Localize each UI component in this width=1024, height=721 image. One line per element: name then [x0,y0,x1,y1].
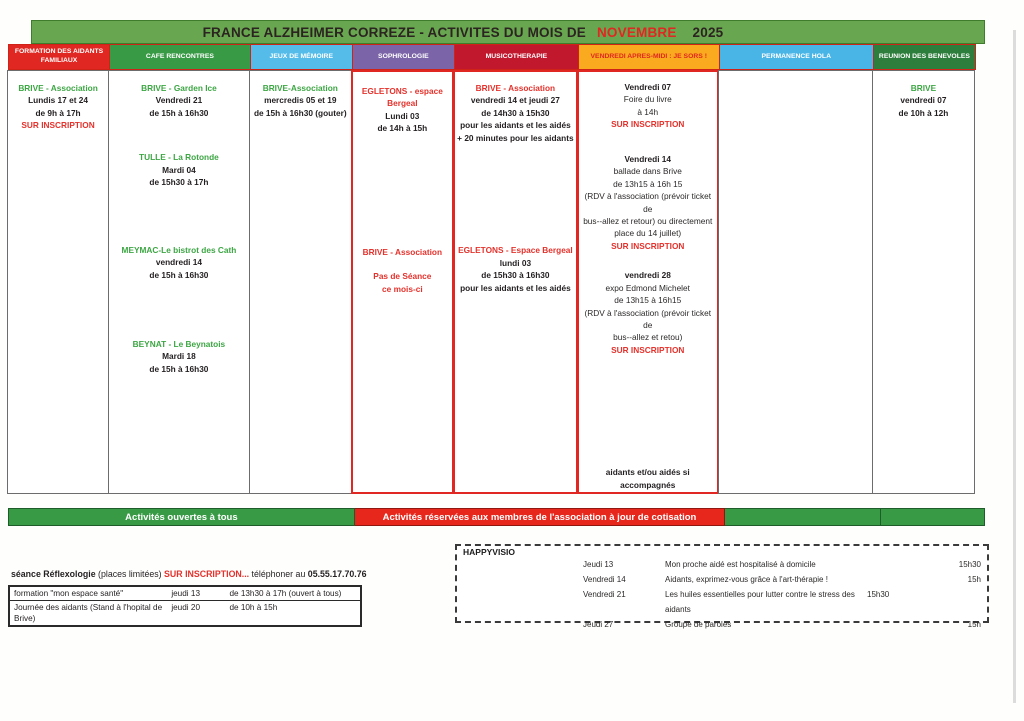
hv-day: Vendredi 21 [583,590,626,599]
column-header-cafe-rencontres: CAFE RENCONTRES [109,44,251,70]
column-body-musicotherapie [453,70,578,494]
activity-entry [457,82,574,144]
mini-day: jeudi 13 [171,589,200,598]
column-body-reunion-benevoles [872,70,975,494]
activity-entry [252,82,349,119]
entry-line: lundi 03 [499,257,532,268]
entry-line: de 10h à 12h [898,107,949,118]
entry-line: BEYNAT - Le Beynatois [132,338,226,349]
page-title [203,25,724,40]
entry-line: Mardi 18 [162,351,196,362]
column-header-je-sors: VENDREDI APRES-MIDI : JE SORS ! [578,44,720,70]
activity-entry [581,269,715,356]
hv-mid: 15h30 [867,590,890,599]
entry-line: de 13h15 à 16h15 [614,295,682,306]
hv-mid [867,557,939,572]
entry-line: de 13h15 à 16h 15 [613,178,683,189]
hv-spacer [463,617,583,632]
entry-line: expo Edmond Michelet [605,282,690,293]
entry-line: BRIVE [910,83,937,93]
entry-line: pour les aidants et les aidés [460,120,571,131]
entry-line: à 14h [637,106,659,117]
reflexo-phone-label: téléphoner au [249,569,308,579]
mini-label: formation "mon espace santé" [14,589,124,598]
legend-bar [8,508,985,526]
hv-right: 15h30 [958,560,981,569]
column-header-jeux-memoire: JEUX DE MÉMOIRE [250,44,353,70]
happyvisio-title: HAPPYVISIO [463,547,515,557]
entry-line: mercredis 05 et 19 [264,95,337,106]
entry-line: SUR INSCRIPTION [611,344,685,355]
column-header-reunion-benevoles: REUNION DES BENEVOLES [873,44,976,70]
entry-line: ballade dans Brive [613,166,682,177]
mini-label: Journée des aidants (Stand à l'hopital de Brive) [14,603,163,623]
legend-open-tail [725,508,985,526]
hv-mid [867,572,939,587]
title-year: 2025 [692,24,724,40]
entry-line: vendredi 07 [900,95,947,106]
mini-time: de 10h à 15h [229,603,278,612]
extra-event-row [10,587,360,600]
entry-line: Vendredi 21 [155,95,203,106]
hv-spacer [463,587,583,617]
column-body-je-sors [577,70,719,494]
extra-event-row [10,600,360,625]
entry-line: Lundi 03 [385,110,420,121]
entry-line: vendredi 14 [155,257,202,268]
entry-line: Lundis 17 et 24 [28,95,89,106]
legend-open-label: Activités ouvertes à tous [125,511,238,523]
column-header-sophrologie: SOPHROLOGIE [352,44,455,70]
entry-line: BRIVE - Garden Ice [141,83,217,93]
extra-events-table [8,585,362,627]
hv-mid [867,617,939,632]
entry-line: pour les aidants et les aidés [460,282,571,293]
happyvisio-rows [463,557,981,632]
hv-day: Jeudi 13 [583,560,614,569]
entry-line: EGLETONS - espace [361,86,443,96]
reflexo-phone-number: 05.55.17.70.76 [307,569,367,579]
entry-line: Foire du livre [623,94,672,105]
column-body-jeux-memoire [249,70,352,494]
hv-right [939,587,981,617]
entry-line: (RDV à l'association (prévoir ticket de [584,191,712,214]
column-header-musicotherapie: MUSICOTHERAPIE [454,44,579,70]
mini-day: jeudi 20 [171,603,200,612]
title-month: NOVEMBRE [596,24,677,40]
legend-divider [880,509,881,525]
entry-line: EGLETONS - Espace Bergeal [458,245,573,256]
entry-line: aidants et/ou aidés si accompagnés [605,467,690,490]
entry-line [355,258,450,270]
happyvisio-row [463,617,981,632]
entry-line: de 14h30 à 15h30 [481,107,550,118]
entry-line: de 15h à 16h30 [149,363,209,374]
entry-line: de 15h à 16h30 [149,269,209,280]
column-body-formation-aidants [7,70,109,494]
legend-open-activities [8,508,355,526]
title-prefix: FRANCE ALZHEIMER CORREZE - ACTIVITES DU MOIS DE [202,24,587,40]
entry-line: SUR INSCRIPTION [21,120,95,131]
entry-line: Vendredi 14 [624,153,672,164]
legend-reserved-label: Activités réservées aux membres de l'association à jour de cotisation [382,511,697,523]
column-headers-row [8,44,985,70]
hv-topic: Les huiles essentielles pour lutter contre le stress des aidants [665,590,855,614]
entry-line: BRIVE - Association [362,246,443,257]
column-header-formation-aidants: FORMATION DES AIDANTS FAMILIAUX [8,44,110,70]
hv-right: 15h [967,575,981,584]
activities-table [8,44,985,494]
column-body-cafe-rencontres [108,70,250,494]
hv-day: Jeudi 27 [583,620,614,629]
activity-entry [111,82,247,119]
hv-topic: Groupe de paroles [665,620,732,629]
reflexo-places: (places limitées) [95,569,165,579]
reflexo-inscription: SUR INSCRIPTION... [164,569,250,579]
column-body-sophrologie [351,70,454,494]
hv-spacer [463,572,583,587]
activity-entry [111,244,247,281]
activity-entry [875,82,972,119]
mini-time: de 13h30 à 17h (ouvert à tous) [229,589,342,598]
entry-line: SUR INSCRIPTION [611,119,685,130]
entry-line: de 15h30 à 16h30 [481,270,550,281]
hv-day: Vendredi 14 [583,575,626,584]
happyvisio-box [455,544,989,629]
happyvisio-row [463,557,981,572]
hv-right: 15h [967,620,981,629]
entry-line: MEYMAC-Le bistrot des Cath [121,244,237,255]
hv-spacer [463,557,583,572]
entry-line: SUR INSCRIPTION [611,240,685,251]
scan-page-edge [1013,30,1016,703]
activity-entry [457,244,574,294]
activity-entry [581,466,715,491]
activity-entry [111,338,247,375]
activity-entry [10,82,106,132]
hv-topic: Mon proche aidé est hospitalisé à domicile [665,560,816,569]
column-body-permanence-hola [718,70,873,494]
entry-line: bus--allez et retou) [613,332,683,343]
activity-entry [111,151,247,188]
entry-line: ce mois-ci [382,283,423,294]
entry-line: vendredi 14 et jeudi 27 [470,95,560,106]
entry-line: de 14h à 15h [377,123,428,134]
entry-line: bus--allez et retour) ou directement [583,215,713,226]
entry-line: Pas de Séance [373,271,432,282]
activity-entry [581,153,715,253]
entry-line: Vendredi 07 [624,82,672,92]
column-bodies-row [8,70,985,494]
happyvisio-row [463,572,981,587]
legend-reserved-activities [355,508,725,526]
entry-line: (RDV à l'association (prévoir ticket de [584,307,712,330]
entry-line: Mardi 04 [162,164,196,175]
entry-line: de 15h30 à 17h [149,177,209,188]
reflexo-title: séance Réflexologie [11,569,96,579]
entry-line: BRIVE - Association [18,83,98,93]
entry-line: de 15h à 16h30 [149,107,209,118]
activity-entry [355,246,450,295]
entry-line: de 9h à 17h [35,107,81,118]
column-header-permanence-hola: PERMANENCE HOLA [719,44,874,70]
document-title-bar [31,20,985,44]
reflexology-note [11,569,367,579]
entry-line: BRIVE - Association [475,83,556,93]
entry-line: Bergeal [387,98,418,109]
hv-topic: Aidants, exprimez-vous grâce à l'art-thérapie ! [665,575,828,584]
activity-entry [355,85,450,135]
entry-line: BRIVE-Association [262,83,338,93]
entry-line: place du 14 juillet) [614,228,682,239]
activity-entry [581,81,715,131]
entry-line: vendredi 28 [624,270,671,281]
entry-line: TULLE - La Rotonde [139,152,219,163]
happyvisio-row [463,587,981,617]
entry-line: + 20 minutes pour les aidants [457,132,574,143]
entry-line: de 15h à 16h30 (gouter) [253,107,347,118]
